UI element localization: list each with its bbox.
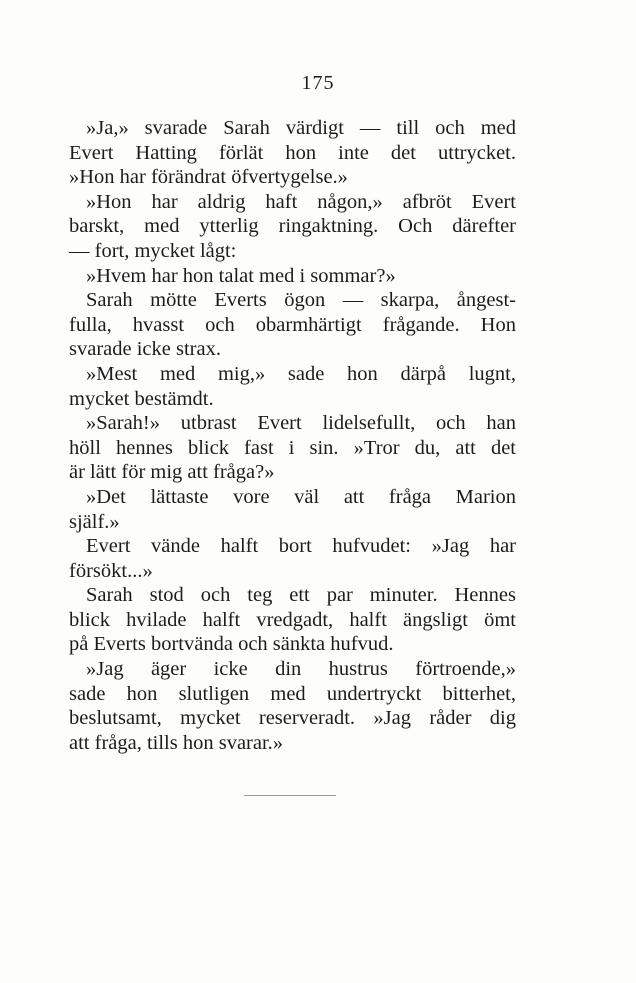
text-line: beslutsamt, mycket reserveradt. »Jag råder dig <box>69 707 516 730</box>
text-line: är lätt för mig att fråga?» <box>69 461 275 484</box>
text-line: »Jag äger icke din hustrus förtroende,» <box>86 658 516 681</box>
text-line: Sarah stod och teg ett par minuter. Hennes <box>86 584 516 607</box>
text-line: höll hennes blick fast i sin. »Tror du, att det <box>69 436 516 459</box>
text-line: »Hvem har hon talat med i sommar?» <box>86 264 396 287</box>
text-line: »Sarah!» utbrast Evert lidelsefullt, och han <box>86 412 516 435</box>
text-line: »Ja,» svarade Sarah värdigt — till och med <box>86 117 516 139</box>
text-line: att fråga, tills hon svarar.» <box>69 731 284 754</box>
text-line: »Hon har aldrig haft någon,» afbröt Evert <box>86 190 516 213</box>
text-line: barskt, med ytterlig ringaktning. Och därefter <box>69 215 516 238</box>
text-line: svarade icke strax. <box>69 338 221 361</box>
text-line: — fort, mycket lågt: <box>69 239 237 262</box>
text-line: fulla, hvasst och obarmhärtigt frågande. Hon <box>69 313 516 336</box>
text-line: själf.» <box>69 510 120 533</box>
text-line: på Everts bortvända och sänkta hufvud. <box>69 633 394 656</box>
text-line: sade hon slutligen med undertryckt bitterhet, <box>69 682 516 705</box>
body-text <box>69 116 516 755</box>
text-line: mycket bestämdt. <box>69 387 214 410</box>
text-line: »Hon har förändrat öfvertygelse.» <box>69 166 348 189</box>
text-line: Sarah mötte Everts ögon — skarpa, ångest- <box>86 289 516 312</box>
text-line: »Mest med mig,» sade hon därpå lugnt, <box>86 362 516 385</box>
page-number: 175 <box>301 72 335 94</box>
text-line: Evert Hatting förlät hon inte det uttrycket. <box>69 141 516 164</box>
text-line: »Det lättaste vore väl att fråga Marion <box>86 485 516 508</box>
text-line: blick hvilade halft vredgadt, halft ängsligt ömt <box>69 608 516 631</box>
section-divider <box>244 795 336 796</box>
text-line: Evert vände halft bort hufvudet: »Jag har <box>86 535 516 558</box>
text-line: försökt...» <box>69 559 153 582</box>
